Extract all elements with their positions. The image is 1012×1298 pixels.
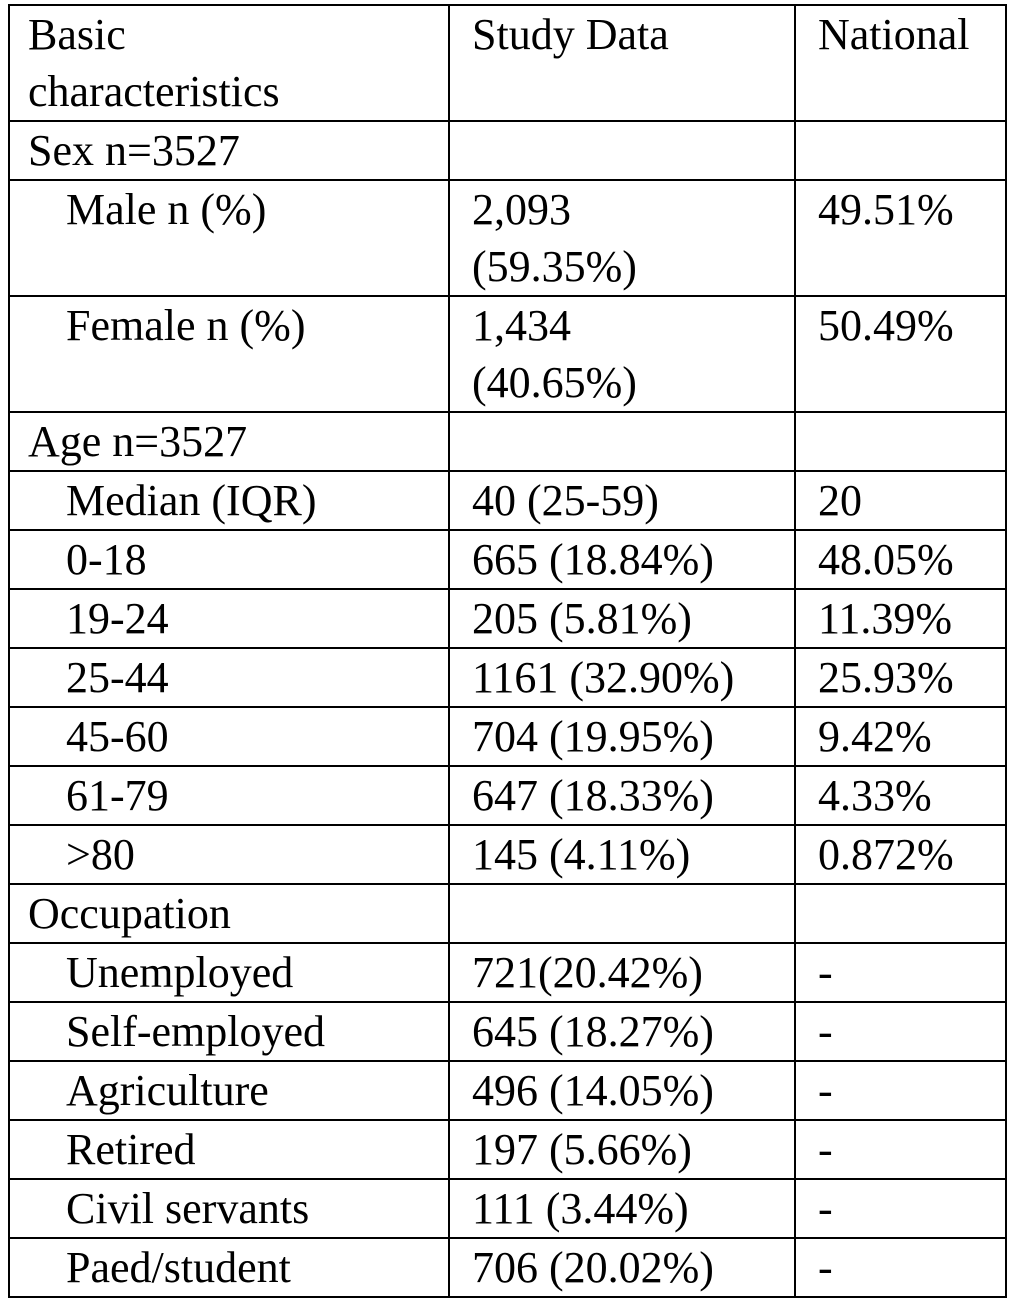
table-row — [9, 1002, 1006, 1061]
national-value: 4.33% — [795, 766, 1006, 825]
table-row — [9, 530, 1006, 589]
section-label: Occupation — [9, 884, 449, 943]
row-label: Retired — [9, 1120, 449, 1179]
section-row-occupation — [9, 884, 1006, 943]
section-label: Age n=3527 — [9, 412, 449, 471]
table-row — [9, 1120, 1006, 1179]
study-value: 647 (18.33%) — [449, 766, 795, 825]
table-row — [9, 766, 1006, 825]
study-value: 111 (3.44%) — [449, 1179, 795, 1238]
row-label: 0-18 — [9, 530, 449, 589]
empty-cell — [449, 884, 795, 943]
national-value: - — [795, 1238, 1006, 1297]
header-basic-characteristics: Basic characteristics — [9, 5, 449, 121]
study-value: 197 (5.66%) — [449, 1120, 795, 1179]
header-row — [9, 5, 1006, 121]
national-value: - — [795, 1061, 1006, 1120]
national-value: - — [795, 943, 1006, 1002]
study-value: 496 (14.05%) — [449, 1061, 795, 1120]
row-label: Female n (%) — [9, 296, 449, 412]
row-label: Civil servants — [9, 1179, 449, 1238]
study-value: 704 (19.95%) — [449, 707, 795, 766]
national-value: 0.872% — [795, 825, 1006, 884]
row-label: Self-employed — [9, 1002, 449, 1061]
header-study-data: Study Data — [449, 5, 795, 121]
table-body — [9, 5, 1006, 1297]
national-value: 25.93% — [795, 648, 1006, 707]
characteristics-table — [8, 4, 1007, 1298]
table-row — [9, 1238, 1006, 1297]
section-row-age — [9, 412, 1006, 471]
empty-cell — [795, 121, 1006, 180]
study-value: 205 (5.81%) — [449, 589, 795, 648]
national-value: 50.49% — [795, 296, 1006, 412]
table-row — [9, 589, 1006, 648]
study-value: 145 (4.11%) — [449, 825, 795, 884]
study-value: 2,093 (59.35%) — [449, 180, 795, 296]
row-label: 19-24 — [9, 589, 449, 648]
table-row — [9, 648, 1006, 707]
national-value: - — [795, 1179, 1006, 1238]
national-value: 11.39% — [795, 589, 1006, 648]
study-value: 721(20.42%) — [449, 943, 795, 1002]
study-value: 706 (20.02%) — [449, 1238, 795, 1297]
empty-cell — [795, 884, 1006, 943]
table-row — [9, 825, 1006, 884]
table-row — [9, 296, 1006, 412]
row-label: Male n (%) — [9, 180, 449, 296]
table-row — [9, 707, 1006, 766]
national-value: 49.51% — [795, 180, 1006, 296]
study-value: 645 (18.27%) — [449, 1002, 795, 1061]
row-label: 61-79 — [9, 766, 449, 825]
row-label: Median (IQR) — [9, 471, 449, 530]
empty-cell — [449, 412, 795, 471]
national-value: - — [795, 1002, 1006, 1061]
study-value: 40 (25-59) — [449, 471, 795, 530]
national-value: 48.05% — [795, 530, 1006, 589]
empty-cell — [795, 412, 1006, 471]
national-value: - — [795, 1120, 1006, 1179]
table-row — [9, 943, 1006, 1002]
study-value: 1161 (32.90%) — [449, 648, 795, 707]
row-label: Agriculture — [9, 1061, 449, 1120]
table-row — [9, 1061, 1006, 1120]
table-row — [9, 1179, 1006, 1238]
study-value: 665 (18.84%) — [449, 530, 795, 589]
row-label: Unemployed — [9, 943, 449, 1002]
header-national: National — [795, 5, 1006, 121]
national-value: 20 — [795, 471, 1006, 530]
national-value: 9.42% — [795, 707, 1006, 766]
row-label: 25-44 — [9, 648, 449, 707]
study-value: 1,434 (40.65%) — [449, 296, 795, 412]
row-label: Paed/student — [9, 1238, 449, 1297]
table-row — [9, 471, 1006, 530]
row-label: >80 — [9, 825, 449, 884]
section-label: Sex n=3527 — [9, 121, 449, 180]
table-row — [9, 180, 1006, 296]
empty-cell — [449, 121, 795, 180]
section-row-sex — [9, 121, 1006, 180]
row-label: 45-60 — [9, 707, 449, 766]
